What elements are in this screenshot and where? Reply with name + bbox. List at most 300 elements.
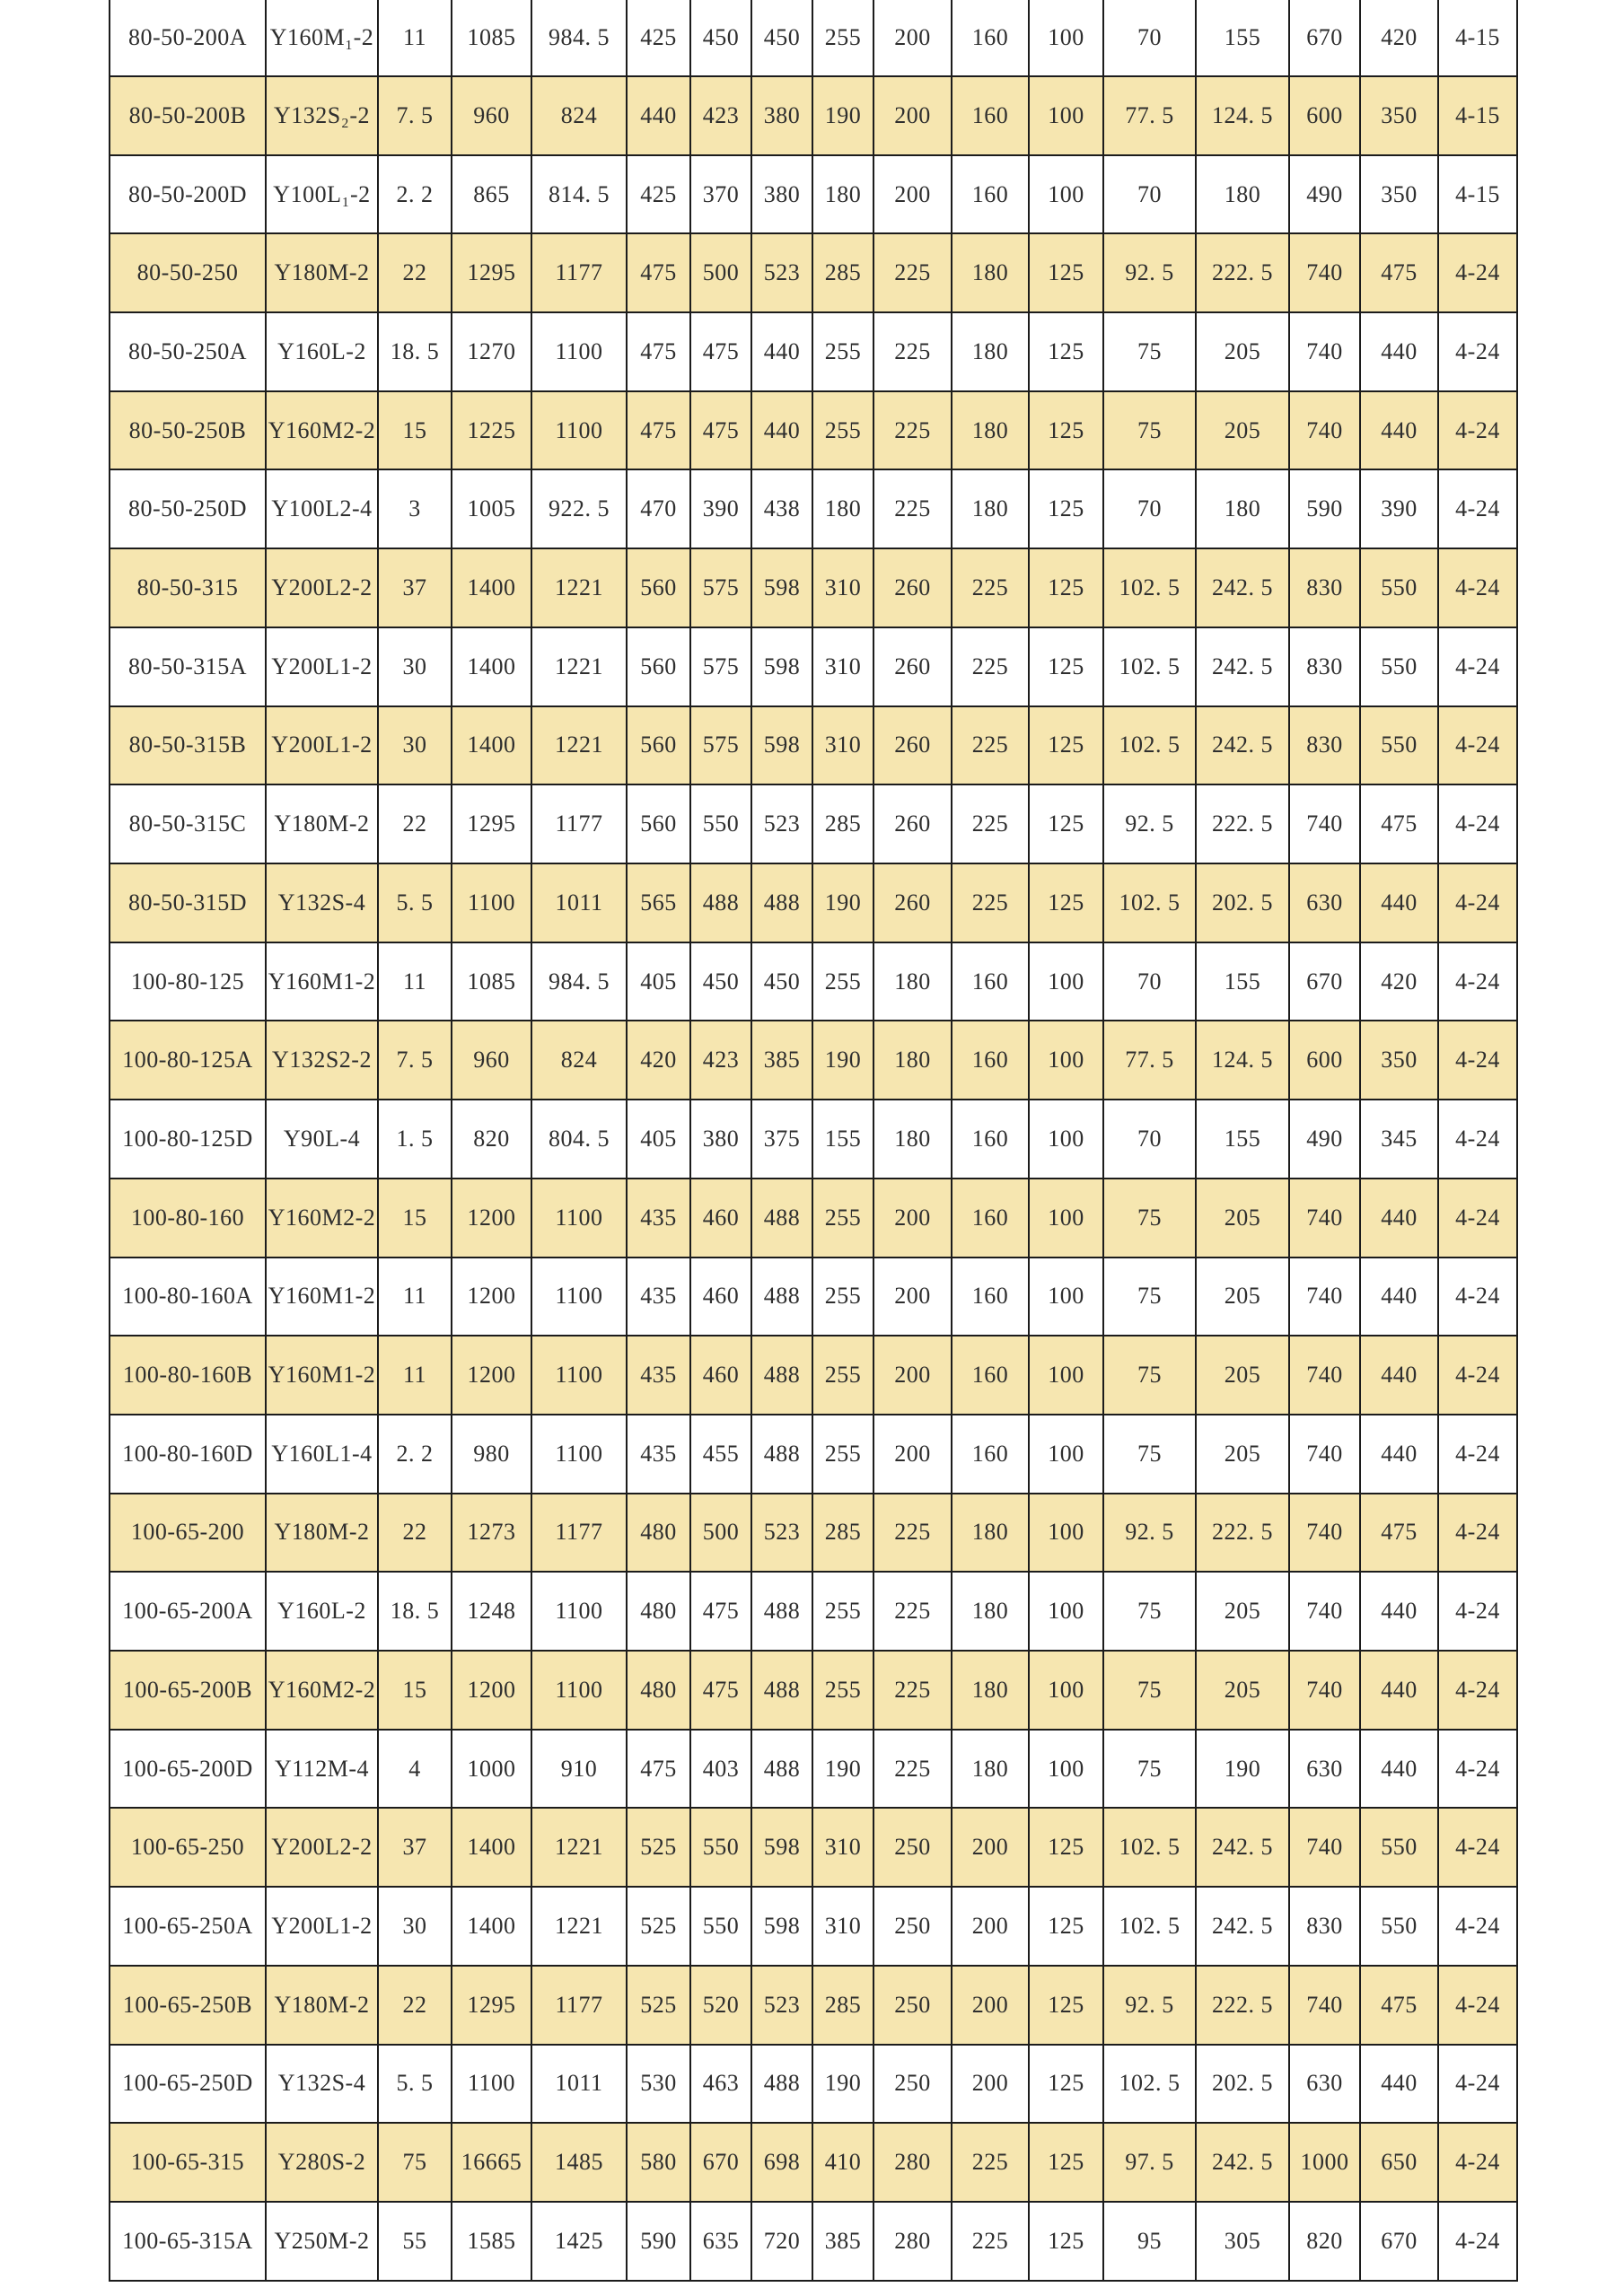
value-cell: 160 <box>952 76 1029 155</box>
value-cell: 285 <box>812 1494 873 1573</box>
model-cell: 80-50-315 <box>110 548 266 627</box>
value-cell: 200 <box>952 1966 1029 2045</box>
value-cell: 425 <box>627 155 690 234</box>
motor-model-cell: Y180M-2 <box>266 1966 378 2045</box>
model-cell: 100-80-125A <box>110 1021 266 1100</box>
model-cell: 80-50-200D <box>110 155 266 234</box>
motor-model-cell: Y100L2-4 <box>266 469 378 548</box>
value-cell: 11 <box>378 0 452 76</box>
value-cell: 525 <box>627 1808 690 1887</box>
value-cell: 4-24 <box>1438 1887 1517 1966</box>
motor-model-cell: Y160M2-2 <box>266 391 378 470</box>
value-cell: 670 <box>1289 0 1360 76</box>
value-cell: 30 <box>378 1887 452 1966</box>
value-cell: 470 <box>627 469 690 548</box>
value-cell: 225 <box>952 548 1029 627</box>
table-row <box>110 1336 1517 1415</box>
value-cell: 2. 2 <box>378 155 452 234</box>
value-cell: 440 <box>1360 1730 1438 1809</box>
value-cell: 310 <box>812 1887 873 1966</box>
model-cell: 100-65-315 <box>110 2123 266 2202</box>
value-cell: 260 <box>873 706 952 785</box>
value-cell: 255 <box>812 1651 873 1730</box>
value-cell: 440 <box>1360 1572 1438 1651</box>
motor-model-cell: Y160M₁-2 <box>266 0 378 76</box>
table-row <box>110 1887 1517 1966</box>
value-cell: 190 <box>812 2045 873 2124</box>
value-cell: 305 <box>1196 2202 1289 2281</box>
value-cell: 1221 <box>531 706 627 785</box>
motor-model-cell: Y200L1-2 <box>266 627 378 706</box>
value-cell: 480 <box>627 1651 690 1730</box>
value-cell: 70 <box>1103 155 1196 234</box>
value-cell: 630 <box>1289 863 1360 942</box>
value-cell: 180 <box>952 1494 1029 1573</box>
value-cell: 250 <box>873 1966 952 2045</box>
value-cell: 1400 <box>452 548 531 627</box>
value-cell: 550 <box>1360 548 1438 627</box>
value-cell: 820 <box>452 1100 531 1179</box>
value-cell: 1. 5 <box>378 1100 452 1179</box>
value-cell: 830 <box>1289 1887 1360 1966</box>
value-cell: 4-24 <box>1438 1494 1517 1573</box>
motor-model-cell: Y160L-2 <box>266 312 378 391</box>
value-cell: 670 <box>1289 942 1360 1021</box>
value-cell: 100 <box>1029 1258 1103 1336</box>
value-cell: 550 <box>1360 1887 1438 1966</box>
value-cell: 15 <box>378 391 452 470</box>
value-cell: 4-24 <box>1438 2045 1517 2124</box>
value-cell: 190 <box>812 76 873 155</box>
value-cell: 4-24 <box>1438 863 1517 942</box>
value-cell: 488 <box>751 1415 812 1494</box>
value-cell: 475 <box>1360 1494 1438 1573</box>
value-cell: 125 <box>1029 784 1103 863</box>
motor-model-cell: Y160M1-2 <box>266 942 378 1021</box>
model-cell: 100-80-160A <box>110 1258 266 1336</box>
value-cell: 598 <box>751 548 812 627</box>
value-cell: 225 <box>952 2202 1029 2281</box>
value-cell: 1005 <box>452 469 531 548</box>
value-cell: 205 <box>1196 1572 1289 1651</box>
value-cell: 205 <box>1196 1336 1289 1415</box>
value-cell: 225 <box>873 312 952 391</box>
value-cell: 523 <box>751 1494 812 1573</box>
value-cell: 1270 <box>452 312 531 391</box>
value-cell: 102. 5 <box>1103 627 1196 706</box>
value-cell: 100 <box>1029 1415 1103 1494</box>
value-cell: 125 <box>1029 1808 1103 1887</box>
model-cell: 80-50-315D <box>110 863 266 942</box>
value-cell: 650 <box>1360 2123 1438 2202</box>
value-cell: 740 <box>1289 233 1360 312</box>
value-cell: 225 <box>952 784 1029 863</box>
value-cell: 15 <box>378 1651 452 1730</box>
value-cell: 385 <box>751 1021 812 1100</box>
value-cell: 550 <box>1360 627 1438 706</box>
value-cell: 740 <box>1289 1336 1360 1415</box>
motor-model-cell: Y160M1-2 <box>266 1258 378 1336</box>
value-cell: 200 <box>873 1179 952 1258</box>
value-cell: 205 <box>1196 1179 1289 1258</box>
value-cell: 125 <box>1029 863 1103 942</box>
table-row <box>110 391 1517 470</box>
value-cell: 100 <box>1029 0 1103 76</box>
value-cell: 475 <box>627 391 690 470</box>
value-cell: 155 <box>1196 942 1289 1021</box>
value-cell: 180 <box>873 1021 952 1100</box>
value-cell: 102. 5 <box>1103 1887 1196 1966</box>
value-cell: 460 <box>690 1336 751 1415</box>
value-cell: 423 <box>690 1021 751 1100</box>
value-cell: 450 <box>751 0 812 76</box>
value-cell: 30 <box>378 706 452 785</box>
value-cell: 600 <box>1289 76 1360 155</box>
value-cell: 160 <box>952 1179 1029 1258</box>
value-cell: 390 <box>1360 469 1438 548</box>
value-cell: 824 <box>531 76 627 155</box>
value-cell: 450 <box>690 942 751 1021</box>
model-cell: 100-65-250B <box>110 1966 266 2045</box>
value-cell: 70 <box>1103 942 1196 1021</box>
value-cell: 440 <box>1360 1179 1438 1258</box>
motor-model-cell: Y160M1-2 <box>266 1336 378 1415</box>
value-cell: 1011 <box>531 2045 627 2124</box>
value-cell: 205 <box>1196 391 1289 470</box>
value-cell: 475 <box>627 233 690 312</box>
value-cell: 1221 <box>531 1887 627 1966</box>
value-cell: 488 <box>751 1179 812 1258</box>
value-cell: 814. 5 <box>531 155 627 234</box>
value-cell: 285 <box>812 233 873 312</box>
value-cell: 598 <box>751 706 812 785</box>
value-cell: 560 <box>627 706 690 785</box>
value-cell: 242. 5 <box>1196 548 1289 627</box>
value-cell: 4-24 <box>1438 1651 1517 1730</box>
value-cell: 740 <box>1289 1966 1360 2045</box>
value-cell: 180 <box>952 391 1029 470</box>
model-cell: 80-50-200A <box>110 0 266 76</box>
table-row <box>110 312 1517 391</box>
value-cell: 4-24 <box>1438 1179 1517 1258</box>
value-cell: 4-24 <box>1438 2202 1517 2281</box>
table-row <box>110 2202 1517 2281</box>
table-row <box>110 863 1517 942</box>
motor-model-cell: Y160L-2 <box>266 1572 378 1651</box>
value-cell: 460 <box>690 1179 751 1258</box>
value-cell: 1295 <box>452 233 531 312</box>
model-cell: 100-65-200 <box>110 1494 266 1573</box>
value-cell: 160 <box>952 1021 1029 1100</box>
value-cell: 255 <box>812 1415 873 1494</box>
value-cell: 740 <box>1289 391 1360 470</box>
value-cell: 1085 <box>452 0 531 76</box>
value-cell: 11 <box>378 1336 452 1415</box>
value-cell: 1221 <box>531 1808 627 1887</box>
motor-model-cell: Y132S2-2 <box>266 1021 378 1100</box>
table-row <box>110 706 1517 785</box>
value-cell: 560 <box>627 784 690 863</box>
value-cell: 375 <box>751 1100 812 1179</box>
value-cell: 440 <box>1360 1415 1438 1494</box>
table-row <box>110 1808 1517 1887</box>
value-cell: 260 <box>873 863 952 942</box>
motor-model-cell: Y200L1-2 <box>266 1887 378 1966</box>
table-row <box>110 1415 1517 1494</box>
value-cell: 75 <box>378 2123 452 2202</box>
value-cell: 242. 5 <box>1196 1887 1289 1966</box>
value-cell: 4-24 <box>1438 2123 1517 2202</box>
value-cell: 160 <box>952 1415 1029 1494</box>
value-cell: 4-24 <box>1438 942 1517 1021</box>
value-cell: 92. 5 <box>1103 784 1196 863</box>
value-cell: 180 <box>952 312 1029 391</box>
value-cell: 70 <box>1103 469 1196 548</box>
value-cell: 250 <box>873 1887 952 1966</box>
motor-model-cell: Y132S₂-2 <box>266 76 378 155</box>
model-cell: 100-80-125D <box>110 1100 266 1179</box>
value-cell: 1011 <box>531 863 627 942</box>
value-cell: 75 <box>1103 1258 1196 1336</box>
value-cell: 92. 5 <box>1103 1966 1196 2045</box>
value-cell: 77. 5 <box>1103 76 1196 155</box>
value-cell: 420 <box>627 1021 690 1100</box>
value-cell: 222. 5 <box>1196 1966 1289 2045</box>
value-cell: 598 <box>751 627 812 706</box>
value-cell: 345 <box>1360 1100 1438 1179</box>
value-cell: 550 <box>690 1887 751 1966</box>
value-cell: 575 <box>690 548 751 627</box>
value-cell: 102. 5 <box>1103 706 1196 785</box>
table-row <box>110 0 1517 76</box>
value-cell: 242. 5 <box>1196 2123 1289 2202</box>
value-cell: 370 <box>690 155 751 234</box>
value-cell: 180 <box>873 1100 952 1179</box>
value-cell: 4-24 <box>1438 1336 1517 1415</box>
value-cell: 475 <box>1360 784 1438 863</box>
value-cell: 225 <box>873 1494 952 1573</box>
value-cell: 190 <box>812 1730 873 1809</box>
table-row <box>110 1258 1517 1336</box>
value-cell: 4-24 <box>1438 1730 1517 1809</box>
value-cell: 160 <box>952 942 1029 1021</box>
value-cell: 255 <box>812 1572 873 1651</box>
value-cell: 740 <box>1289 1258 1360 1336</box>
value-cell: 200 <box>873 1336 952 1415</box>
value-cell: 440 <box>1360 1651 1438 1730</box>
value-cell: 405 <box>627 1100 690 1179</box>
value-cell: 225 <box>873 1651 952 1730</box>
value-cell: 102. 5 <box>1103 548 1196 627</box>
value-cell: 438 <box>751 469 812 548</box>
value-cell: 200 <box>952 2045 1029 2124</box>
value-cell: 440 <box>1360 312 1438 391</box>
value-cell: 475 <box>627 1730 690 1809</box>
value-cell: 1221 <box>531 627 627 706</box>
value-cell: 1000 <box>1289 2123 1360 2202</box>
value-cell: 1225 <box>452 391 531 470</box>
value-cell: 1100 <box>531 1572 627 1651</box>
value-cell: 520 <box>690 1966 751 2045</box>
table-row <box>110 1179 1517 1258</box>
value-cell: 200 <box>873 155 952 234</box>
value-cell: 1425 <box>531 2202 627 2281</box>
value-cell: 205 <box>1196 1415 1289 1494</box>
motor-model-cell: Y160L1-4 <box>266 1415 378 1494</box>
value-cell: 670 <box>1360 2202 1438 2281</box>
value-cell: 125 <box>1029 233 1103 312</box>
table-row <box>110 1572 1517 1651</box>
model-cell: 80-50-250A <box>110 312 266 391</box>
value-cell: 380 <box>751 76 812 155</box>
value-cell: 1200 <box>452 1651 531 1730</box>
value-cell: 440 <box>1360 1258 1438 1336</box>
value-cell: 125 <box>1029 1887 1103 1966</box>
value-cell: 180 <box>812 155 873 234</box>
value-cell: 95 <box>1103 2202 1196 2281</box>
value-cell: 225 <box>952 863 1029 942</box>
value-cell: 550 <box>690 1808 751 1887</box>
value-cell: 475 <box>690 1651 751 1730</box>
value-cell: 260 <box>873 548 952 627</box>
value-cell: 200 <box>873 76 952 155</box>
value-cell: 984. 5 <box>531 942 627 1021</box>
table-row <box>110 1021 1517 1100</box>
value-cell: 255 <box>812 1258 873 1336</box>
value-cell: 124. 5 <box>1196 76 1289 155</box>
value-cell: 225 <box>873 1730 952 1809</box>
value-cell: 463 <box>690 2045 751 2124</box>
value-cell: 4-24 <box>1438 1572 1517 1651</box>
value-cell: 280 <box>873 2202 952 2281</box>
value-cell: 4-24 <box>1438 784 1517 863</box>
value-cell: 16665 <box>452 2123 531 2202</box>
value-cell: 4-24 <box>1438 1966 1517 2045</box>
value-cell: 200 <box>873 1258 952 1336</box>
value-cell: 285 <box>812 784 873 863</box>
value-cell: 1400 <box>452 706 531 785</box>
value-cell: 125 <box>1029 312 1103 391</box>
value-cell: 910 <box>531 1730 627 1809</box>
value-cell: 740 <box>1289 1808 1360 1887</box>
value-cell: 255 <box>812 1336 873 1415</box>
value-cell: 200 <box>873 1415 952 1494</box>
value-cell: 100 <box>1029 1179 1103 1258</box>
value-cell: 488 <box>690 863 751 942</box>
value-cell: 405 <box>627 942 690 1021</box>
value-cell: 4-24 <box>1438 469 1517 548</box>
value-cell: 380 <box>751 155 812 234</box>
value-cell: 1177 <box>531 233 627 312</box>
value-cell: 250 <box>873 1808 952 1887</box>
motor-model-cell: Y132S-4 <box>266 863 378 942</box>
motor-model-cell: Y132S-4 <box>266 2045 378 2124</box>
value-cell: 202. 5 <box>1196 863 1289 942</box>
value-cell: 30 <box>378 627 452 706</box>
value-cell: 160 <box>952 0 1029 76</box>
value-cell: 1100 <box>452 2045 531 2124</box>
value-cell: 4-24 <box>1438 1100 1517 1179</box>
table-row <box>110 155 1517 234</box>
value-cell: 4-24 <box>1438 391 1517 470</box>
value-cell: 475 <box>690 312 751 391</box>
value-cell: 575 <box>690 706 751 785</box>
spec-table <box>109 0 1518 2282</box>
value-cell: 565 <box>627 863 690 942</box>
value-cell: 598 <box>751 1887 812 1966</box>
value-cell: 1100 <box>531 391 627 470</box>
value-cell: 75 <box>1103 312 1196 391</box>
value-cell: 102. 5 <box>1103 2045 1196 2124</box>
value-cell: 225 <box>873 233 952 312</box>
value-cell: 100 <box>1029 942 1103 1021</box>
motor-model-cell: Y160M2-2 <box>266 1179 378 1258</box>
value-cell: 440 <box>1360 1336 1438 1415</box>
value-cell: 100 <box>1029 1494 1103 1573</box>
value-cell: 830 <box>1289 627 1360 706</box>
value-cell: 11 <box>378 942 452 1021</box>
value-cell: 1200 <box>452 1336 531 1415</box>
value-cell: 100 <box>1029 1572 1103 1651</box>
table-row <box>110 233 1517 312</box>
value-cell: 488 <box>751 863 812 942</box>
value-cell: 70 <box>1103 1100 1196 1179</box>
value-cell: 4-24 <box>1438 1415 1517 1494</box>
motor-model-cell: Y100L₁-2 <box>266 155 378 234</box>
value-cell: 125 <box>1029 706 1103 785</box>
value-cell: 125 <box>1029 2123 1103 2202</box>
value-cell: 180 <box>952 469 1029 548</box>
value-cell: 1273 <box>452 1494 531 1573</box>
value-cell: 4 <box>378 1730 452 1809</box>
value-cell: 125 <box>1029 1966 1103 2045</box>
value-cell: 75 <box>1103 1179 1196 1258</box>
value-cell: 5. 5 <box>378 2045 452 2124</box>
value-cell: 4-15 <box>1438 76 1517 155</box>
value-cell: 960 <box>452 1021 531 1100</box>
value-cell: 523 <box>751 784 812 863</box>
value-cell: 55 <box>378 2202 452 2281</box>
value-cell: 1400 <box>452 627 531 706</box>
value-cell: 100 <box>1029 1336 1103 1415</box>
value-cell: 1100 <box>531 1258 627 1336</box>
value-cell: 280 <box>873 2123 952 2202</box>
value-cell: 1100 <box>452 863 531 942</box>
value-cell: 7. 5 <box>378 76 452 155</box>
value-cell: 600 <box>1289 1021 1360 1100</box>
value-cell: 225 <box>873 391 952 470</box>
value-cell: 740 <box>1289 1572 1360 1651</box>
value-cell: 420 <box>1360 0 1438 76</box>
value-cell: 820 <box>1289 2202 1360 2281</box>
value-cell: 225 <box>873 469 952 548</box>
value-cell: 490 <box>1289 155 1360 234</box>
value-cell: 205 <box>1196 1258 1289 1336</box>
value-cell: 475 <box>1360 1966 1438 2045</box>
value-cell: 480 <box>627 1572 690 1651</box>
value-cell: 475 <box>1360 233 1438 312</box>
model-cell: 80-50-315A <box>110 627 266 706</box>
value-cell: 77. 5 <box>1103 1021 1196 1100</box>
motor-model-cell: Y180M-2 <box>266 784 378 863</box>
value-cell: 698 <box>751 2123 812 2202</box>
table-row <box>110 1730 1517 1809</box>
value-cell: 440 <box>1360 2045 1438 2124</box>
value-cell: 590 <box>627 2202 690 2281</box>
value-cell: 475 <box>690 391 751 470</box>
value-cell: 180 <box>1196 469 1289 548</box>
value-cell: 550 <box>1360 706 1438 785</box>
